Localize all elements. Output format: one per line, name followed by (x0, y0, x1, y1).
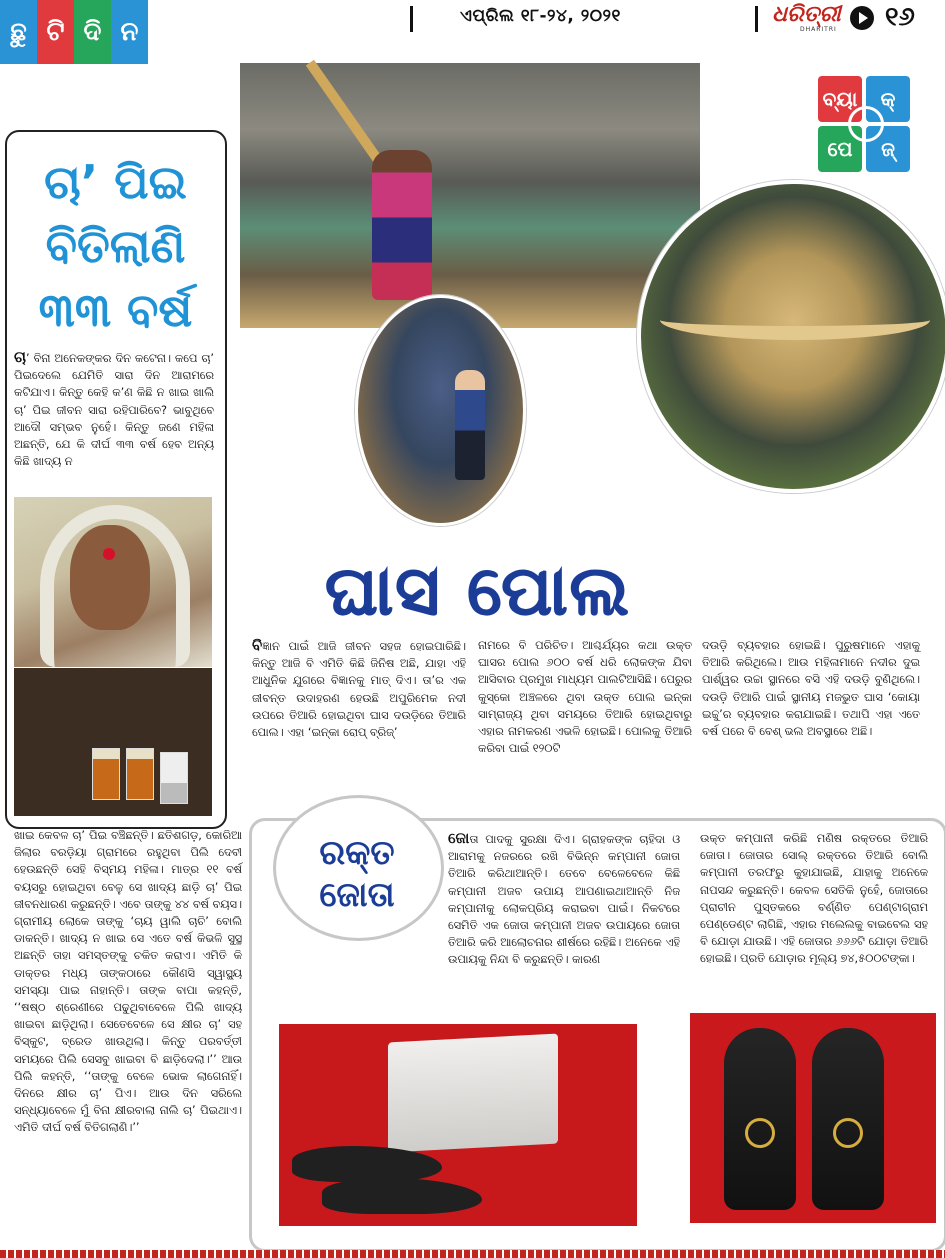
dropcap: ଜୋ (448, 829, 470, 847)
newspaper-brand-sub: DHARITRI (800, 26, 837, 33)
shoes-title-line: ଜୋତା (319, 875, 395, 915)
bridge-photo-circle-left (355, 295, 526, 526)
dropcap: ଚା (14, 348, 26, 366)
tea-title-line: ଚା’ ପିଇ (44, 155, 187, 209)
tea-glasses-photo (14, 668, 212, 816)
bridge-col-1 (252, 637, 466, 741)
back-page-logo-tile: ପେ (818, 126, 862, 172)
shoes-col-2: ଉକ୍ତ କମ୍ପାନୀ କରିଛି ମଣିଷ ରକ୍ତରେ ତିଆରି ଜୋତା। ଜୋତାର ସୋଲ୍ ରକ୍ତରେ ତିଆରି ବୋଲି କମ୍ପାନୀ ତରଫରୁ କୁହାଯାଇଛି, ଯାହାକୁ ଅନେକେ ନାପସନ୍ଦ କରୁଛନ୍ତି। କେବଳ ସେତିକି ନୁହେଁ, ଜୋତାରେ ପ୍ରାଚୀନ ପୁସ୍ତକରେ ବର୍ଣ୍ଣିତ ପେଣ୍ଟାଗ୍ରାମ ପେଣ୍ଡେଣ୍ଟ ଲାଗିଛି, ଏହାର ମଲେଲକୁ ବାଇବେଲ ସହ ବି ଯୋଡ଼ା ଯାଉଛି। ଏହି ଜୋତାର ୬୬୬ଟି ଯୋଡ଼ା ତିଆରି ହୋଇଛି। ପ୍ରତି ଯୋଡ଼ାର ମୂଲ୍ୟ ୭୪,୫୦୦ଟଙ୍କା। (700, 832, 928, 966)
tea-glass (126, 748, 154, 800)
bridge-col-3: ଦଉଡ଼ି ବ୍ୟବହାର ହୋଇଛି। ପୁରୁଷମାନେ ଏହାକୁ ତିଆରି କରିଥିଲେ। ଆଉ ମହିଳାମାନେ ନଦୀର ଦୁଇ ପାର୍ଶ୍ୱର ଉଚ୍ଚା ସ୍ଥାନରେ ବସି ଏହି ଦଉଡ଼ି ବୁଣିଥିଲେ। ଦଉଡ଼ି ତିଆରି ପାଇଁ ସ୍ଥାନୀୟ ମଜଭୁତ ଘାସ ‘କୋୟା ଇଚ୍ଚୁ’ର ବ୍ୟବହାର କରାଯାଇଛି। ତଥାପି ଏହା ଏତେ ବର୍ଷ ପରେ ବି ବେଶ୍ ଭଲ ଅବସ୍ଥାରେ ଅଛି। (702, 639, 920, 739)
tea-story-title (18, 150, 213, 342)
pentagram-pendant-icon (833, 1118, 863, 1148)
back-page-logo-tile: କ୍ (866, 76, 910, 122)
tea-glass (92, 748, 120, 800)
bridge-rope (660, 300, 930, 340)
section-logo-tile: ଟି (37, 0, 74, 64)
shoes-col-1 (448, 830, 680, 969)
section-logo-tile: ଛୁ (0, 0, 37, 64)
bridge-woman-figure (372, 150, 432, 300)
newspaper-brand: ଧରିତ୍ରୀ (772, 2, 841, 27)
water-glass (160, 752, 188, 804)
footer-rule (0, 1250, 945, 1258)
pentagram-pendant-icon (745, 1118, 775, 1148)
bridge-col-1-text: ଜ୍ଞାନ ପାଇଁ ଆଜି ଜୀବନ ସହଜ ହୋଇପାରିଛି। କିନ୍ତୁ ଆଜି ବି ଏମିତି କିଛି ଜିନିଷ ଅଛି, ଯାହା ଏହି ଆଧୁନିକ ଯୁଗରେ ବିଜ୍ଞାନକୁ ମାତ୍ ଦିଏ। ତା’ର ଏକ ଜୀବନ୍ତ ଉଦାହରଣ ହେଉଛି ଅପୁରିମେକ ନଦୀ ଉପରେ ତିଆରି ହୋଇଥିବା ଘାସ ଦଉଡ଼ିରେ ତିଆରି ପୋଲ। ଏହା ‘ଇନ୍‌କା ରୋପ୍ ବ୍ରିଜ୍’ (252, 640, 466, 740)
section-logo-tile: ଦି (74, 0, 111, 64)
tea-story-body: ଖାଇ କେବଳ ଚା’ ପିଇ ବଞ୍ଚିଛନ୍ତି। ଛତିଶଗଡ଼, କୋରିଆ ଜିଲାର ବରଡ଼ିୟା ଗ୍ରାମରେ ରହୁଥିବା ପିଲି ଦେବୀ ହେଉଛନ୍ତି ସେହି ବିସ୍ମୟ ମହିଳା। ମାତ୍ର ୧୧ ବର୍ଷ ବୟସରୁ ହୋଇଥିବା ବେଳୁ ସେ ଖାଦ୍ୟ ଛାଡ଼ି ଚା’ ପିଇ ଜୀବନଧାରଣ କରୁଛନ୍ତି। ଏବେ ତାଙ୍କୁ ୪୪ ବର୍ଷ ବୟସ। ଗ୍ରାମୀୟ ଲୋକେ ତାଙ୍କୁ ‘ଚାୟ ୱାଲି ଚାଚି’ ବୋଲି ଡାକନ୍ତି। ଖାଦ୍ୟ ନ ଖାଇ ସେ ଏତେ ବର୍ଷ କିଭଳି ସୁସ୍ଥ ଅଛନ୍ତି ତାହା ସମସ୍ତଙ୍କୁ ଚକିତ କରାଏ। ଏମିତି କି ଡାକ୍ତର ମଧ୍ୟ ତାଙ୍କଠାରେ କୌଣସି ସ୍ୱାସ୍ଥ୍ୟ ସମସ୍ୟା ପାଇ ନାହାନ୍ତି। ତାଙ୍କ ବାପା କହନ୍ତି, ‘‘ଷଷ୍ଠ ଶ୍ରେଣୀରେ ପଢୁଥିବାବେଳେ ପିଲି ଖାଦ୍ୟ ଖାଇବା ଛାଡ଼ିଥିଲା। ସେତେବେଳେ ସେ କ୍ଷୀର ଚା’ ସହ ବିସ୍କୁଟ, ବ୍ରେଡ ଖାଉଥିଲା। କିନ୍ତୁ ପରବର୍ତ୍ତୀ ସମୟରେ ପିଲି ସେସବୁ ଖାଇବା ବି ଛାଡ଼ିଦେଲା।’’ ଆଉ ପିଲି କହନ୍ତି, ‘‘ତାଙ୍କୁ ବେଳେ ଭୋକ ଲାଗେନାହିଁ। ଦିନରେ କ୍ଷୀର ଚା’ ପିଏ। ଆଉ ଦିନ ସରିଲେ ସନ୍ଧ୍ୟାବେଳେ ମୁଁ ବିନା କ୍ଷୀରବାଲା ନାଲି ଚା’ ପିଇଥାଏ। ଏମିତି ଦୀର୍ଘ ବର୍ଷ ବିତିଗଲାଣି।’’ (14, 829, 242, 1135)
shoes-story-title (283, 832, 431, 916)
woman-bindi (103, 548, 115, 560)
shoe-box-image (388, 1034, 558, 1153)
play-icon (850, 6, 874, 30)
header-divider (410, 6, 413, 32)
page-number: ୧୬ (885, 2, 915, 32)
issue-date: ଏପ୍ରିଲ ୧୮-୨୪, ୨୦୨୧ (460, 6, 621, 26)
tea-story-intro (14, 349, 214, 470)
back-page-logo-tile: ଜ୍ (866, 126, 910, 172)
tea-title-line: ବିତିଲାଣି (45, 219, 186, 273)
tea-intro-text: ’ ବିନା ଅନେକଙ୍କର ଦିନ କଟେନା। କପେ ଚା’ ପିଇଦେଲେ ଯେମିତି ସାରା ଦିନ ଆରାମରେ କଟିଯାଏ। କିନ୍ତୁ କେହି କ’ଣ କିଛି ନ ଖାଇ ଖାଲି ଚା’ ପିଇ ଜୀବନ ସାରା ରହିପାରିବେ? ଭାବୁଥିବେ ଆଦୌ ସମ୍ଭବ ନୁହେଁ। କିନ୍ତୁ ଜଣେ ମହିଳା ଅଛନ୍ତି, ଯେ କି ଦୀର୍ଘ ୩୩ ବର୍ଷ ହେବ ଅନ୍ୟ କିଛି ଖାଦ୍ୟ ନ (14, 352, 214, 469)
bridge-photo-main (240, 63, 700, 328)
dropcap: ବି (252, 636, 263, 654)
shoes-col-1-text: ତା ପାଦକୁ ସୁରକ୍ଷା ଦିଏ। ଗ୍ରାହକଙ୍କ ଚାହିଦା ଓ ଆରାମକୁ ନଜରରେ ରଖି ବିଭିନ୍ନ କମ୍ପାନୀ ଜୋତା ତିଆରି କରିଥାଆନ୍ତି। ତେବେ ବେଳେବେଳେ କିଛି କମ୍ପାନୀ ଅଜବ ଉପାୟ ଆପଣାଇଥାଆନ୍ତି ନିଜ କମ୍ପାନୀକୁ ଲୋକପ୍ରିୟ କରାଇବା ପାଇଁ। ନିକଟରେ ସେମିତି ଏକ ଜୋତା କମ୍ପାନୀ ଅଜବ ଉପାୟରେ ଜୋତା ତିଆରି କରି ଆଲୋଚନାର ଶୀର୍ଷରେ ରହିଛି। ଅନେକେ ଏହି ଉପାୟକୁ ନିନ୍ଦା ବି କରୁଛନ୍ତି। କାରଣ (448, 833, 680, 967)
section-logo-tile: ନ (111, 0, 148, 64)
tea-title-line: ୩୩ ବର୍ଷ (38, 283, 193, 337)
shoes-title-line: ରକ୍ତ (319, 833, 395, 873)
bridge-headline: ଘାସ ପୋଲ (325, 552, 631, 631)
section-logo (0, 0, 150, 64)
woman-face (70, 525, 150, 630)
bridge-col-2: ନାମରେ ବି ପରିଚିତ। ଆଶ୍ଚର୍ଯ୍ୟର କଥା ଉକ୍ତ ଘାସର ପୋଲ ୬୦୦ ବର୍ଷ ଧରି ଲୋକଙ୍କ ଯିବା ଆସିବାର ପ୍ରମୁଖ ମାଧ୍ୟମ ପାଲଟିଆସିଛି। ପେରୁର କୁସ୍କୋ ଅଞ୍ଚଳରେ ଥିବା ଉକ୍ତ ପୋଲ ଇନ୍‌କା ସାମ୍ରାଜ୍ୟ ଥିବା ସମୟରେ ତିଆରି ହୋଇଥିବାରୁ ଏହାର ନାମକରଣ ଏଭଳି ହୋଇଛି। ପୋଲକୁ ତିଆରି କରିବା ପାଇଁ ୧୨୦ଟି (478, 639, 692, 756)
back-page-logo-tile: ବ୍ୟା (818, 76, 862, 122)
bridge-man-figure (455, 370, 485, 480)
back-page-logo-ring (848, 106, 884, 142)
header-divider (755, 6, 758, 32)
